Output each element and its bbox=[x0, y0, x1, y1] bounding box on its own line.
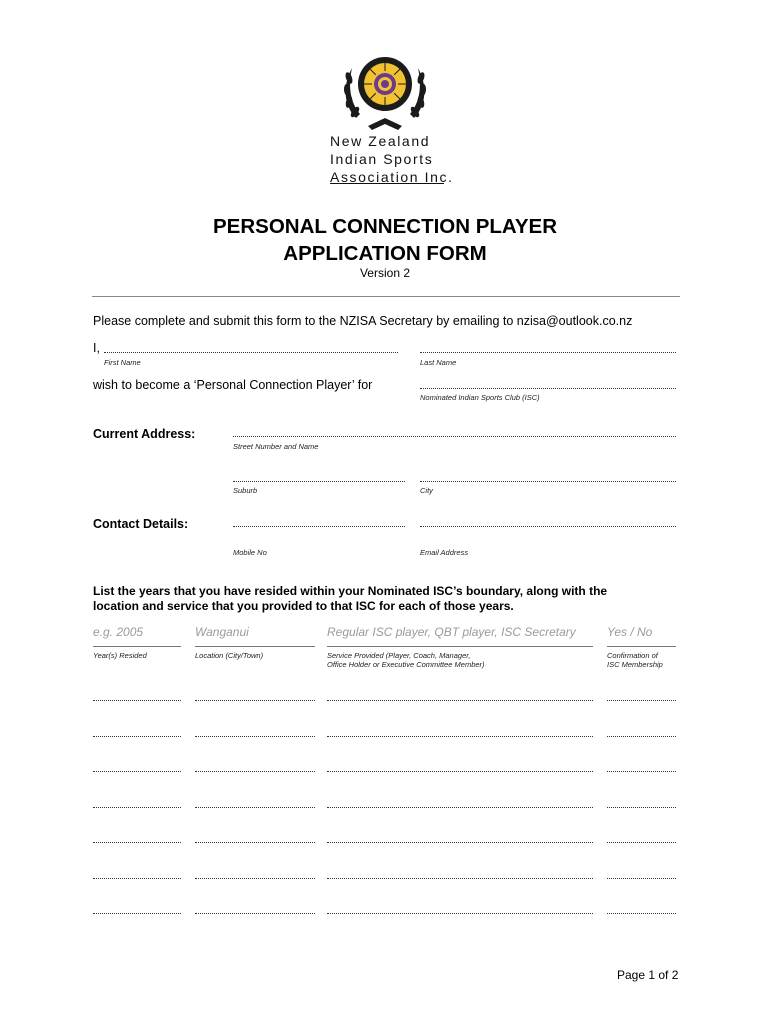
entry-year-field[interactable] bbox=[93, 842, 181, 843]
service-column-header-line-1: Service Provided (Player, Coach, Manager, bbox=[327, 651, 471, 660]
suburb-caption: Suburb bbox=[233, 486, 258, 495]
years-heading-line-1: List the years that you have resided within your Nominated ISC’s boundary, along with the bbox=[93, 584, 608, 598]
title-divider bbox=[92, 296, 680, 297]
logo-text bbox=[330, 132, 454, 186]
mobile-field[interactable] bbox=[233, 526, 405, 527]
applicant-prefix: I, bbox=[93, 341, 100, 355]
mobile-caption: Mobile No bbox=[233, 548, 267, 557]
first-name-caption: First Name bbox=[104, 358, 141, 367]
suburb-field[interactable] bbox=[233, 481, 405, 482]
first-name-field[interactable] bbox=[104, 352, 398, 353]
entry-year-field[interactable] bbox=[93, 878, 181, 879]
entry-service-field[interactable] bbox=[327, 771, 593, 772]
entry-confirm-field[interactable] bbox=[607, 700, 676, 701]
email-caption: Email Address bbox=[420, 548, 469, 557]
confirm-column-rule bbox=[607, 646, 676, 647]
service-column-header-line-2: Office Holder or Executive Committee Member) bbox=[327, 660, 485, 669]
nzisa-logo bbox=[338, 48, 432, 136]
entry-confirm-field[interactable] bbox=[607, 807, 676, 808]
years-heading-line-2: location and service that you provided to that ISC for each of those years. bbox=[93, 599, 514, 613]
example-location: Wanganui bbox=[195, 625, 249, 639]
street-caption: Street Number and Name bbox=[233, 442, 319, 451]
city-caption: City bbox=[420, 486, 433, 495]
logo-line-1: New Zealand bbox=[330, 133, 431, 149]
logo-line-3: Association Inc. bbox=[330, 169, 454, 185]
form-title-line-2: APPLICATION FORM bbox=[283, 242, 487, 265]
intro-text: Please complete and submit this form to the NZISA Secretary by emailing to nzisa@outlook.co.nz bbox=[93, 314, 633, 328]
entry-confirm-field[interactable] bbox=[607, 736, 676, 737]
entry-location-field[interactable] bbox=[195, 913, 315, 914]
entry-service-field[interactable] bbox=[327, 700, 593, 701]
entry-location-field[interactable] bbox=[195, 842, 315, 843]
wish-text: wish to become a ‘Personal Connection Player’ for bbox=[93, 378, 373, 392]
entry-confirm-field[interactable] bbox=[607, 913, 676, 914]
year-column-rule bbox=[93, 646, 181, 647]
entry-location-field[interactable] bbox=[195, 771, 315, 772]
street-field[interactable] bbox=[233, 436, 676, 437]
entry-year-field[interactable] bbox=[93, 736, 181, 737]
entry-service-field[interactable] bbox=[327, 807, 593, 808]
year-column-header: Year(s) Resided bbox=[93, 651, 147, 660]
entry-year-field[interactable] bbox=[93, 700, 181, 701]
entry-location-field[interactable] bbox=[195, 736, 315, 737]
location-column-rule bbox=[195, 646, 315, 647]
entry-service-field[interactable] bbox=[327, 842, 593, 843]
location-column-header: Location (City/Town) bbox=[195, 651, 264, 660]
entry-service-field[interactable] bbox=[327, 736, 593, 737]
entry-service-field[interactable] bbox=[327, 913, 593, 914]
isc-caption: Nominated Indian Sports Club (ISC) bbox=[420, 393, 540, 402]
entry-confirm-field[interactable] bbox=[607, 842, 676, 843]
city-field[interactable] bbox=[420, 481, 676, 482]
address-label: Current Address: bbox=[93, 427, 196, 441]
entry-location-field[interactable] bbox=[195, 878, 315, 879]
entry-year-field[interactable] bbox=[93, 771, 181, 772]
last-name-caption: Last Name bbox=[420, 358, 457, 367]
entry-confirm-field[interactable] bbox=[607, 771, 676, 772]
example-confirm: Yes / No bbox=[607, 625, 653, 639]
confirm-column-header-line-1: Confirmation of bbox=[607, 651, 658, 660]
email-field[interactable] bbox=[420, 526, 676, 527]
entry-location-field[interactable] bbox=[195, 807, 315, 808]
logo-underline bbox=[330, 183, 444, 184]
confirm-column-header-line-2: ISC Membership bbox=[607, 660, 663, 669]
service-column-rule bbox=[327, 646, 593, 647]
version-label: Version 2 bbox=[359, 266, 411, 280]
last-name-field[interactable] bbox=[420, 352, 676, 353]
entry-confirm-field[interactable] bbox=[607, 878, 676, 879]
entry-location-field[interactable] bbox=[195, 700, 315, 701]
form-title-line-1: PERSONAL CONNECTION PLAYER bbox=[213, 215, 557, 238]
entry-year-field[interactable] bbox=[93, 807, 181, 808]
logo-line-2: Indian Sports bbox=[330, 151, 434, 167]
contact-label: Contact Details: bbox=[93, 517, 189, 531]
logo-emblem-icon bbox=[338, 48, 432, 136]
entry-service-field[interactable] bbox=[327, 878, 593, 879]
entry-year-field[interactable] bbox=[93, 913, 181, 914]
isc-field[interactable] bbox=[420, 388, 676, 389]
example-service: Regular ISC player, QBT player, ISC Secretary bbox=[327, 625, 576, 639]
example-year: e.g. 2005 bbox=[93, 625, 144, 639]
page-number: Page 1 of 2 bbox=[617, 968, 679, 982]
